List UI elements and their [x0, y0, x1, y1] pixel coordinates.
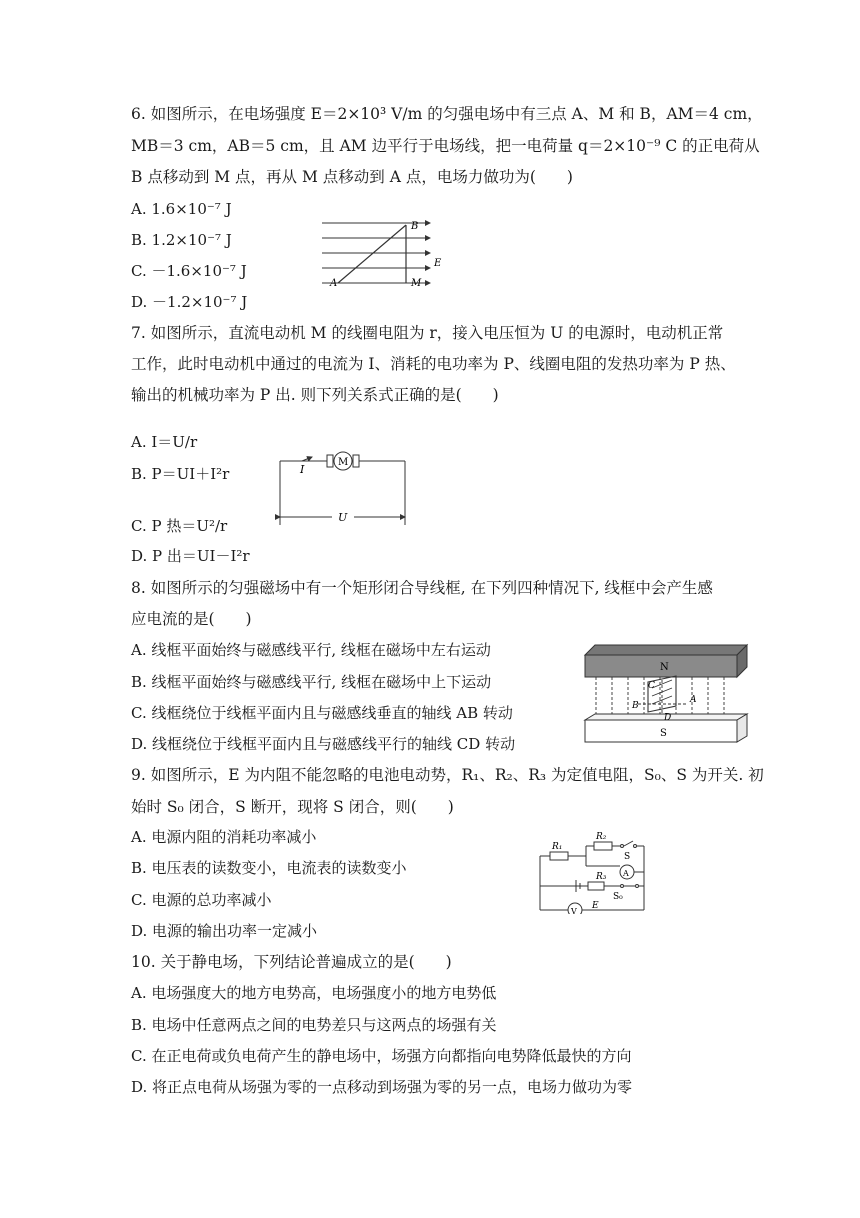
- q8-stem-line-2: 应电流的是( ): [131, 610, 252, 628]
- q9-stem-line-1: 9. 如图所示，E 为内阻不能忽略的电池电动势，R₁、R₂、R₃ 为定值电阻，S₀、S 为开关. 初: [131, 766, 764, 784]
- q9-label-r1: R₁: [552, 842, 563, 852]
- q7-option-d: D. P 出＝UI－I²r: [131, 547, 250, 565]
- q8-label-n: N: [660, 662, 669, 673]
- q8-label-b: B: [632, 701, 639, 711]
- q8-label-s: S: [660, 728, 667, 739]
- q8-option-c: C. 线框绕位于线框平面内且与磁感线垂直的轴线 AB 转动: [131, 704, 513, 722]
- q7-label-m: M: [338, 457, 349, 468]
- q7-stem-line-2: 工作，此时电动机中通过的电流为 I、消耗的电功率为 P、线圈电阻的发热功率为 P 热、: [131, 355, 736, 373]
- q6-stem-line-1: 6. 如图所示，在电场强度 E＝2×10³ V/m 的匀强电场中有三点 A、M 和 B，AM＝4 cm，: [131, 105, 763, 123]
- q10-option-b: B. 电场中任意两点之间的电势差只与这两点的场强有关: [131, 1016, 497, 1034]
- q6-stem-line-3: B 点移动到 M 点，再从 M 点移动到 A 点，电场力做功为( ): [131, 168, 573, 186]
- q10-option-c: C. 在正电荷或负电荷产生的静电场中，场强方向都指向电势降低最快的方向: [131, 1047, 632, 1065]
- q8-label-d: D: [664, 713, 672, 723]
- q7-label-u: U: [338, 511, 348, 524]
- q8-option-b: B. 线框平面始终与磁感线平行, 线框在磁场中上下运动: [131, 673, 492, 691]
- q10-stem-line-1: 10. 关于静电场，下列结论普遍成立的是( ): [131, 953, 452, 971]
- q6-label-m: M: [411, 278, 422, 289]
- q6-option-a: A. 1.6×10⁻⁷ J: [131, 200, 232, 218]
- q8-magnet-coil-figure: [582, 640, 752, 748]
- q6-option-b: B. 1.2×10⁻⁷ J: [131, 231, 232, 249]
- q10-option-a: A. 电场强度大的地方电势高，电场强度小的地方电势低: [131, 984, 497, 1002]
- q8-option-a: A. 线框平面始终与磁感线平行, 线框在磁场中左右运动: [131, 641, 491, 659]
- q9-label-r3: R₃: [596, 872, 607, 882]
- q9-option-c: C. 电源的总功率减小: [131, 891, 272, 909]
- q9-label-s0: S₀: [613, 892, 623, 902]
- q6-label-a: A: [330, 278, 338, 289]
- q8-label-a: A: [690, 695, 697, 705]
- q8-option-d: D. 线框绕位于线框平面内且与磁感线平行的轴线 CD 转动: [131, 735, 516, 753]
- q7-option-c: C. P 热＝U²/r: [131, 517, 228, 535]
- q6-label-b: B: [411, 221, 419, 232]
- q9-option-b: B. 电压表的读数变小，电流表的读数变小: [131, 859, 407, 877]
- q9-circuit-figure: [536, 830, 656, 914]
- q9-label-e: E: [592, 901, 599, 911]
- q6-stem-line-2: MB＝3 cm，AB＝5 cm，且 AM 边平行于电场线，把一电荷量 q＝2×10⁻⁹ C 的正电荷从: [131, 137, 760, 155]
- q6-option-c: C. －1.6×10⁻⁷ J: [131, 262, 247, 280]
- q6-label-e: E: [434, 258, 442, 269]
- q9-label-a: A: [623, 869, 629, 878]
- q9-label-r2: R₂: [596, 832, 607, 842]
- q6-option-d: D. －1.2×10⁻⁷ J: [131, 293, 248, 311]
- q10-option-d: D. 将正点电荷从场强为零的一点移动到场强为零的另一点，电场力做功为零: [131, 1078, 633, 1096]
- q7-option-b: B. P＝UI＋I²r: [131, 465, 230, 483]
- q7-stem-line-3: 输出的机械功率为 P 出. 则下列关系式正确的是( ): [131, 386, 499, 404]
- q9-option-d: D. 电源的输出功率一定减小: [131, 922, 318, 940]
- q7-stem-line-1: 7. 如图所示，直流电动机 M 的线圈电阻为 r，接入电压恒为 U 的电源时，电动机正常: [131, 324, 724, 342]
- q7-motor-circuit-figure: [272, 443, 412, 531]
- q7-option-a: A. I＝U/r: [131, 433, 198, 451]
- q8-label-c: C: [648, 681, 655, 691]
- q8-stem-line-1: 8. 如图所示的匀强磁场中有一个矩形闭合导线框, 在下列四种情况下, 线框中会产生感: [131, 579, 713, 597]
- q9-label-s: S: [624, 852, 631, 862]
- q9-option-a: A. 电源内阻的消耗功率减小: [131, 828, 317, 846]
- q9-label-v: V: [571, 907, 577, 914]
- q6-electric-field-figure: [318, 215, 448, 295]
- q7-label-i: I: [300, 463, 305, 476]
- q9-stem-line-2: 始时 S₀ 闭合，S 断开，现将 S 闭合，则( ): [131, 798, 454, 816]
